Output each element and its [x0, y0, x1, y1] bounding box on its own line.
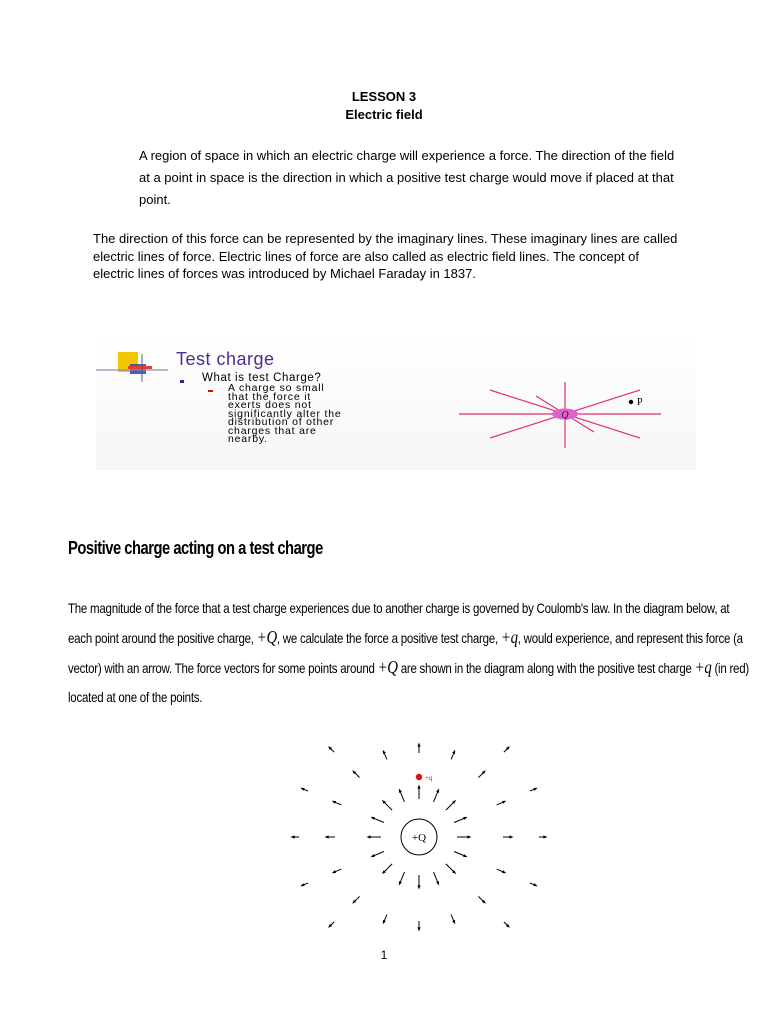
test-charge-dot	[416, 774, 422, 780]
force-arrowhead	[533, 883, 537, 886]
force-arrowhead	[436, 789, 439, 793]
force-arrowhead	[383, 920, 386, 924]
force-arrowhead	[463, 854, 467, 857]
force-arrowhead	[417, 885, 420, 889]
force-arrowhead	[452, 750, 455, 754]
point-p-icon	[629, 400, 633, 404]
point-p-label: P	[637, 397, 643, 408]
force-vector-diagram	[260, 720, 580, 950]
slide-answer-line: significantly alter the	[228, 407, 342, 420]
definition-paragraph: A region of space in which an electric charge will experience a force. The direction of the field at a point in space is the direction in which a positive test charge would move if placed at that point.	[139, 148, 675, 207]
body-text: , we calculate the force a positive test charge,	[276, 630, 501, 646]
test-charge-label: +q	[425, 774, 433, 782]
body-text: The magnitude of the force that a test charge experiences due to another charge is governed by Coulomb's law. In the diagram below, at each point around the positive charge,	[68, 600, 730, 646]
force-arrowhead	[367, 835, 371, 838]
force-arrowhead	[371, 854, 375, 857]
slide-question: What is test Charge?	[202, 372, 322, 384]
force-arrowhead	[467, 835, 471, 838]
lesson-number: LESSON 3	[351, 89, 417, 104]
force-arrowhead	[300, 788, 304, 791]
slide-answer	[228, 384, 428, 444]
slide-answer-line: nearby.	[228, 433, 268, 445]
lines-of-force-paragraph: The direction of this force can be represented by the imaginary lines. These imaginary lines are called electric lines of force. Electric lines of force are also called as electric field lines. The concept of electric lines of forces was introduced by Michael Faraday in 1837.	[93, 231, 678, 281]
charge-symbol: +q	[694, 657, 712, 677]
page-number: 1	[380, 948, 388, 962]
force-arrowhead	[417, 927, 420, 931]
question-bullet-icon	[180, 380, 184, 383]
force-arrowhead	[463, 817, 467, 820]
force-arrowhead	[383, 750, 386, 754]
positive-charge-label: +Q	[411, 832, 427, 844]
body-text: are shown in the diagram along with the positive test charge	[397, 660, 695, 676]
lesson-heading	[0, 88, 768, 124]
force-arrowhead	[399, 789, 402, 793]
force-arrowhead	[417, 743, 420, 747]
force-arrowhead	[291, 835, 295, 838]
charge-symbol: +q	[500, 627, 518, 647]
force-arrowhead	[300, 883, 304, 886]
slide-answer-line: distribution of other	[228, 416, 335, 428]
force-arrowhead	[509, 835, 513, 838]
force-arrowhead	[543, 835, 547, 838]
force-arrowhead	[399, 881, 402, 885]
slide-answer-line: that the force it	[228, 390, 312, 403]
force-arrowhead	[325, 835, 329, 838]
force-arrowhead	[533, 788, 537, 791]
force-arrowhead	[417, 785, 420, 789]
answer-bullet-icon	[208, 390, 213, 392]
force-arrowhead	[332, 870, 336, 873]
slide-answer-line: A charge so small	[228, 382, 325, 394]
body-text: (in red) located at one of the points.	[68, 660, 749, 705]
central-charge-label: Q	[561, 410, 569, 421]
slide-title: Test charge	[176, 349, 275, 369]
force-arrowhead	[502, 801, 506, 804]
body-text: , would experience, and represent this force (a vector) with an arrow. The force vectors for some points around	[68, 630, 743, 676]
section-title: Positive charge acting on a test charge	[68, 538, 323, 558]
charge-symbol: +Q	[377, 657, 398, 677]
section-body	[68, 594, 750, 712]
force-arrowhead	[332, 801, 336, 804]
force-arrowhead	[371, 817, 375, 820]
force-arrowhead	[502, 870, 506, 873]
force-arrowhead	[452, 920, 455, 924]
slide-logo-icon	[96, 352, 168, 382]
slide-answer-line: exerts does not	[228, 399, 312, 411]
slide-answer-line: charges that are	[228, 424, 317, 437]
charge-symbol: +Q	[256, 627, 277, 647]
lesson-title: Electric field	[345, 107, 423, 122]
force-arrowhead	[436, 881, 439, 885]
